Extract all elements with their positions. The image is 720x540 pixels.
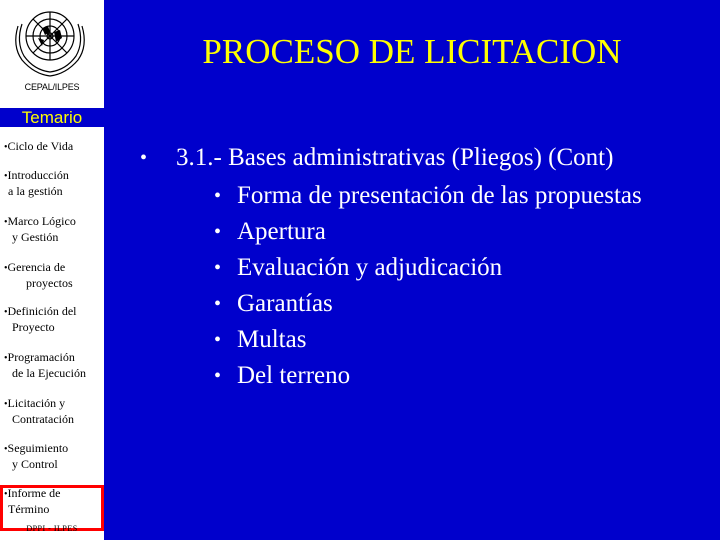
sidebar-item-label-line2: Término [8,502,50,516]
sidebar-item-label-line2: y Control [12,457,58,471]
sidebar-item-label: Programación [7,350,75,364]
sidebar-item-ciclo-de-vida[interactable] [4,139,104,155]
sub-bullet [140,322,710,358]
sidebar-item-label: Marco Lógico [7,214,76,228]
sidebar-item-label: Introducción [7,168,69,182]
bullet-icon: • [4,399,8,410]
sub-bullet [140,214,710,250]
logo-caption: CEPAL/ILPES [24,82,80,92]
sidebar-item-label-line2: proyectos [26,276,73,290]
bullet-icon: • [4,353,8,364]
sidebar-item-gerencia[interactable] [4,260,104,291]
bullet-icon: • [4,142,8,153]
bullet-icon: • [140,147,148,169]
sidebar-item-marco-logico[interactable] [4,214,104,245]
sidebar-item-label: Gerencia de [7,260,66,274]
sidebar-item-label-line2: y Gestión [12,230,59,244]
sidebar-item-licitacion[interactable] [4,396,104,427]
bullet-icon: • [214,293,222,315]
sub-bullet-text: Forma de presentación de las propuestas [237,182,642,209]
bullet-icon: • [4,307,8,318]
sidebar-item-informe[interactable] [4,486,104,517]
bullet-icon: • [4,217,8,228]
bullet-icon: • [214,365,222,387]
un-emblem-logo [8,2,92,78]
sidebar-item-programacion[interactable] [4,350,104,381]
main-bullet-text: 3.1.- Bases administrativas (Pliegos) (Cont) [176,144,614,171]
sidebar-item-label-line2: a la gestión [8,184,63,198]
sidebar-item-label-line2: de la Ejecución [12,366,86,380]
sidebar-item-label: Licitación y [7,396,66,410]
sub-bullet [140,178,710,214]
sidebar-item-label: Ciclo de Vida [7,139,74,153]
sub-bullet-text: Apertura [237,218,326,245]
bullet-icon: • [214,221,222,243]
main-bullet [140,138,710,178]
bullet-icon: • [214,329,222,351]
sub-bullet-text: Multas [237,326,307,353]
sub-bullet [140,286,710,322]
sub-bullet [140,250,710,286]
sub-bullet-text: Garantías [237,290,333,317]
bullet-icon: • [4,171,8,182]
bullet-icon: • [4,489,8,500]
content-body [140,138,710,394]
sidebar-item-definicion[interactable] [4,304,104,335]
sidebar-item-label: Informe de [7,486,61,500]
sub-bullet [140,358,710,394]
bullet-icon: • [214,257,222,279]
sidebar-item-label-line2: Contratación [12,412,74,426]
sidebar-heading: Temario [0,108,104,127]
sidebar-item-label-line2: Proyecto [12,320,55,334]
sidebar-footer: DPPI - ILPES [26,524,78,533]
sidebar-item-label: Seguimiento [7,441,69,455]
sidebar [0,96,104,540]
bullet-icon: • [214,185,222,207]
logo-panel [0,0,104,96]
sidebar-item-introduccion[interactable] [4,168,104,199]
sidebar-item-label: Definición del [7,304,77,318]
bullet-icon: • [4,263,8,274]
sub-bullet-text: Del terreno [237,362,351,389]
bullet-icon: • [4,444,8,455]
sidebar-item-seguimiento[interactable] [4,441,104,472]
slide-title: PROCESO DE LICITACION [202,32,622,71]
sub-bullet-text: Evaluación y adjudicación [237,254,503,281]
